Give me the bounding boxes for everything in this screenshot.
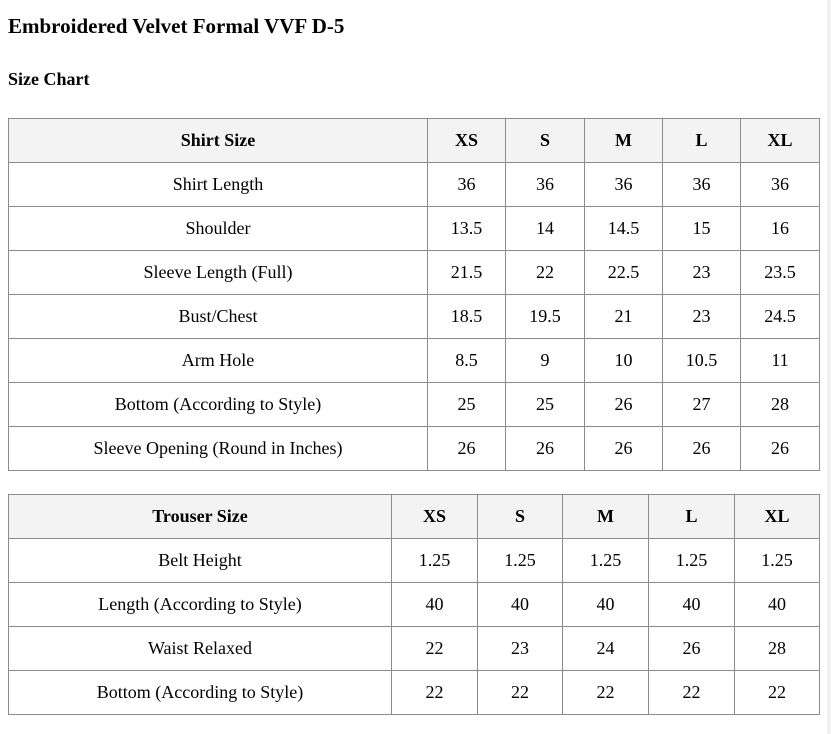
measurement-value: 11 — [741, 339, 820, 383]
table-row — [9, 295, 820, 339]
column-header-size: L — [649, 495, 735, 539]
measurement-value: 22 — [478, 671, 563, 715]
measurement-value: 24 — [563, 627, 649, 671]
measurement-value: 1.25 — [735, 539, 820, 583]
page-title: Embroidered Velvet Formal VVF D-5 — [8, 14, 345, 38]
column-header-size: S — [478, 495, 563, 539]
column-header-size: XL — [735, 495, 820, 539]
measurement-value: 9 — [506, 339, 585, 383]
measurement-value: 26 — [663, 427, 741, 471]
measurement-value: 22 — [563, 671, 649, 715]
measurement-value: 1.25 — [392, 539, 478, 583]
measurement-value: 22 — [392, 627, 478, 671]
measurement-value: 23 — [663, 295, 741, 339]
measurement-value: 1.25 — [649, 539, 735, 583]
table-row — [9, 339, 820, 383]
measurement-value: 36 — [663, 163, 741, 207]
trouser-size-table — [8, 494, 820, 715]
table-row — [9, 671, 820, 715]
measurement-value: 25 — [506, 383, 585, 427]
column-header-size: XS — [392, 495, 478, 539]
measurement-label: Bottom (According to Style) — [9, 383, 428, 427]
measurement-label: Bust/Chest — [9, 295, 428, 339]
table-row — [9, 539, 820, 583]
measurement-value: 1.25 — [563, 539, 649, 583]
table-row — [9, 207, 820, 251]
column-header-label: Trouser Size — [9, 495, 392, 539]
measurement-value: 26 — [585, 383, 663, 427]
measurement-value: 40 — [478, 583, 563, 627]
measurement-value: 21 — [585, 295, 663, 339]
table-row — [9, 383, 820, 427]
measurement-value: 18.5 — [428, 295, 506, 339]
measurement-value: 23 — [663, 251, 741, 295]
measurement-label: Shirt Length — [9, 163, 428, 207]
column-header-size: XS — [428, 119, 506, 163]
table-row — [9, 163, 820, 207]
measurement-value: 15 — [663, 207, 741, 251]
column-header-label: Shirt Size — [9, 119, 428, 163]
measurement-label: Bottom (According to Style) — [9, 671, 392, 715]
header-row — [9, 119, 820, 163]
measurement-value: 36 — [506, 163, 585, 207]
measurement-value: 8.5 — [428, 339, 506, 383]
measurement-value: 22 — [506, 251, 585, 295]
measurement-value: 22 — [735, 671, 820, 715]
column-header-size: XL — [741, 119, 820, 163]
table-row — [9, 427, 820, 471]
section-heading: Size Chart — [8, 69, 90, 89]
measurement-value: 16 — [741, 207, 820, 251]
measurement-value: 23.5 — [741, 251, 820, 295]
measurement-value: 26 — [741, 427, 820, 471]
measurement-label: Shoulder — [9, 207, 428, 251]
measurement-value: 22.5 — [585, 251, 663, 295]
measurement-value: 10 — [585, 339, 663, 383]
measurement-value: 36 — [585, 163, 663, 207]
measurement-value: 40 — [392, 583, 478, 627]
measurement-label: Sleeve Length (Full) — [9, 251, 428, 295]
measurement-value: 36 — [741, 163, 820, 207]
measurement-value: 25 — [428, 383, 506, 427]
measurement-label: Arm Hole — [9, 339, 428, 383]
measurement-value: 28 — [735, 627, 820, 671]
measurement-value: 28 — [741, 383, 820, 427]
measurement-value: 21.5 — [428, 251, 506, 295]
measurement-label: Waist Relaxed — [9, 627, 392, 671]
measurement-value: 13.5 — [428, 207, 506, 251]
measurement-value: 14 — [506, 207, 585, 251]
measurement-value: 19.5 — [506, 295, 585, 339]
measurement-value: 26 — [585, 427, 663, 471]
table-row — [9, 583, 820, 627]
measurement-value: 26 — [506, 427, 585, 471]
column-header-size: L — [663, 119, 741, 163]
measurement-value: 27 — [663, 383, 741, 427]
measurement-value: 40 — [649, 583, 735, 627]
measurement-value: 22 — [649, 671, 735, 715]
table-row — [9, 251, 820, 295]
scrollbar-track[interactable] — [827, 0, 831, 734]
measurement-value: 23 — [478, 627, 563, 671]
measurement-value: 10.5 — [663, 339, 741, 383]
column-header-size: S — [506, 119, 585, 163]
measurement-value: 14.5 — [585, 207, 663, 251]
table-row — [9, 627, 820, 671]
column-header-size: M — [585, 119, 663, 163]
measurement-value: 1.25 — [478, 539, 563, 583]
column-header-size: M — [563, 495, 649, 539]
measurement-value: 40 — [563, 583, 649, 627]
measurement-label: Belt Height — [9, 539, 392, 583]
measurement-value: 36 — [428, 163, 506, 207]
measurement-value: 22 — [392, 671, 478, 715]
measurement-label: Length (According to Style) — [9, 583, 392, 627]
measurement-value: 24.5 — [741, 295, 820, 339]
measurement-label: Sleeve Opening (Round in Inches) — [9, 427, 428, 471]
shirt-size-table — [8, 118, 820, 471]
measurement-value: 40 — [735, 583, 820, 627]
header-row — [9, 495, 820, 539]
measurement-value: 26 — [649, 627, 735, 671]
measurement-value: 26 — [428, 427, 506, 471]
